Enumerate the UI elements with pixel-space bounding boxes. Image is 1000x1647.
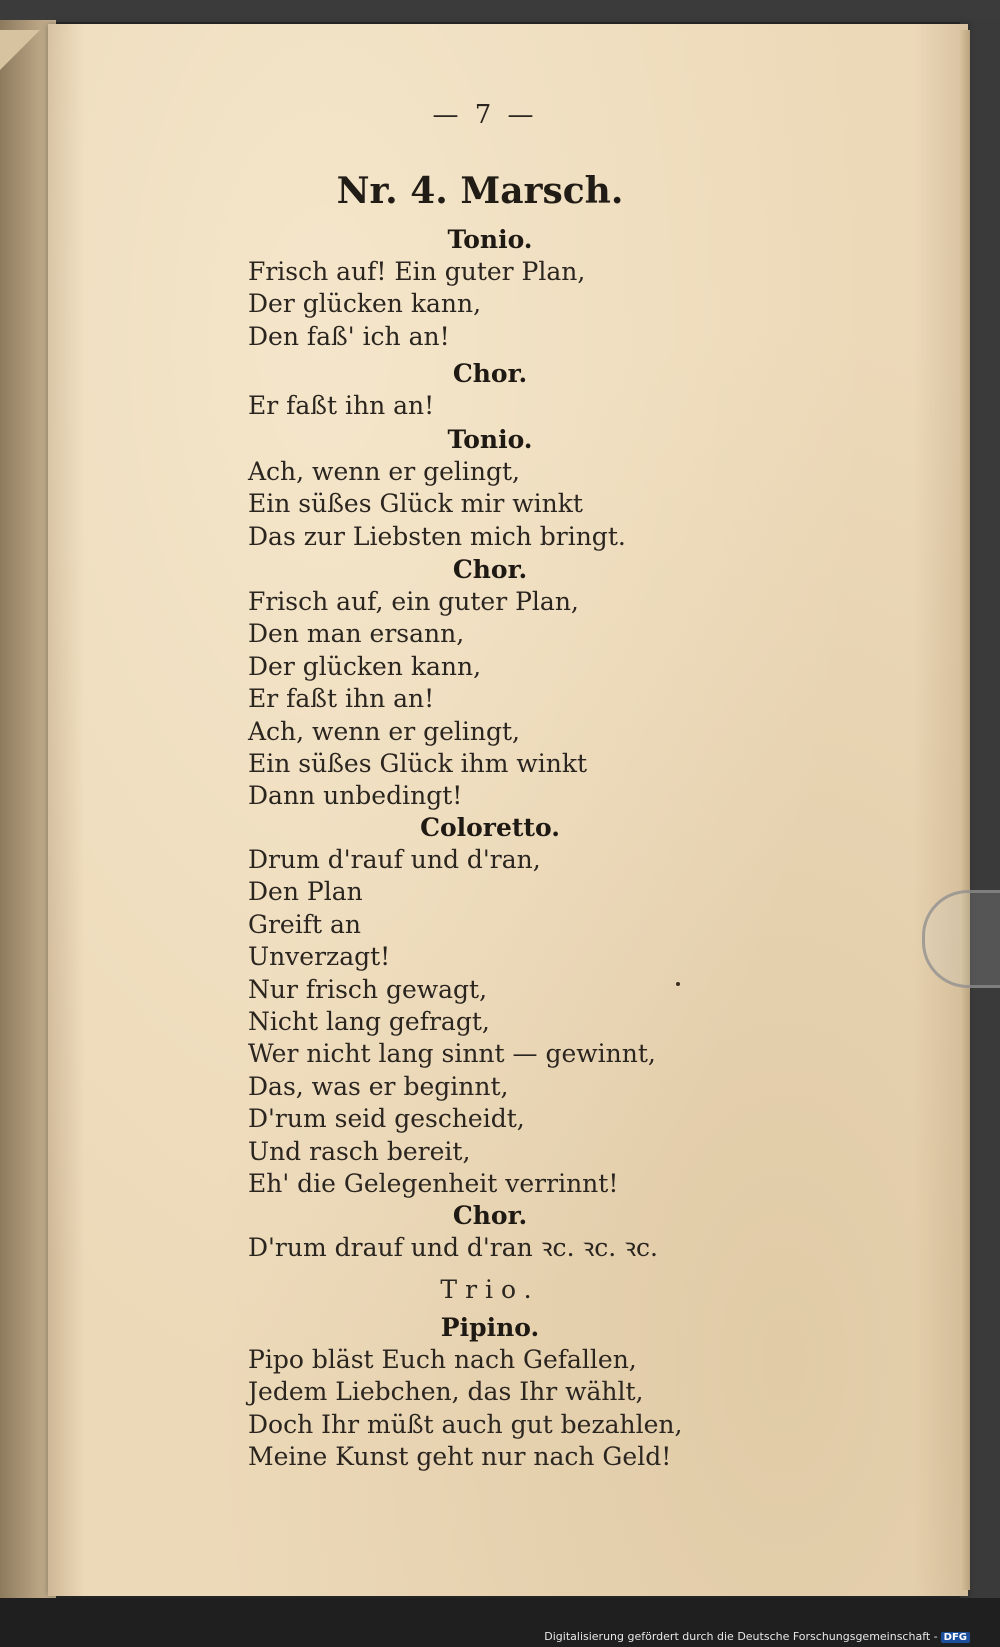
verse-line: Das, was er beginnt, (248, 1071, 509, 1101)
speaker-label: Tonio. (447, 425, 533, 454)
verse-line: Den Plan (248, 877, 363, 907)
verse-line: Pipo bläst Euch nach Gefallen, (248, 1345, 637, 1374)
verse-line: Ach, wenn er gelingt, (248, 716, 520, 746)
digitization-credit (544, 1630, 970, 1643)
verse-line: Eh' die Gelegenheit verrinnt! (248, 1168, 619, 1198)
verse-line: Jedem Liebchen, das Ihr wählt, (248, 1377, 644, 1407)
verse-line: Nur frisch gewagt, (248, 974, 488, 1004)
credit-text: Digitalisierung gefördert durch die Deutsche Forschungsgemeinschaft - (544, 1630, 938, 1643)
page-edge (960, 30, 970, 1590)
verse-line: Unverzagt! (248, 942, 391, 972)
verse-line: Der glücken kann, (248, 651, 482, 681)
speaker-label: Pipino. (440, 1313, 540, 1342)
verse-line: Dann unbedingt! (248, 781, 463, 811)
speaker-label: Chor. (452, 1201, 528, 1230)
verse-line: Frisch auf, ein guter Plan, (248, 587, 579, 616)
page-number: — 7 — (432, 100, 538, 130)
section-pipino (248, 1312, 768, 1474)
trio-heading-block (248, 1272, 768, 1308)
section-tonio-1 (248, 224, 768, 353)
verse-line: Er faßt ihn an! (248, 391, 435, 420)
verse-line: Ein süßes Glück ihm winkt (248, 748, 588, 778)
trio-heading: Trio. (440, 1275, 540, 1304)
verse-line: Nicht lang gefragt, (248, 1006, 490, 1036)
dfg-logo-badge: DFG (941, 1632, 970, 1643)
page-title: Nr. 4. Marsch. (336, 170, 624, 212)
speaker-label: Chor. (452, 359, 528, 388)
speaker-label: Tonio. (447, 225, 533, 254)
verse-line: Drum d'rauf und d'ran, (248, 845, 541, 874)
verse-line: Meine Kunst geht nur nach Geld! (248, 1442, 672, 1472)
verse-line: Den man ersann, (248, 619, 465, 649)
verse-line: Wer nicht lang sinnt — gewinnt, (248, 1039, 656, 1069)
section-coloretto (248, 812, 768, 1200)
verse-line: D'rum drauf und d'ran ꝛc. ꝛc. ꝛc. (248, 1233, 659, 1262)
verse-line: Ach, wenn er gelingt, (248, 457, 520, 486)
speaker-label: Chor. (452, 555, 528, 584)
section-tonio-2 (248, 424, 768, 553)
section-chor-2 (248, 554, 768, 813)
verse-line: Er faßt ihn an! (248, 684, 435, 714)
verse-line: Greift an (248, 909, 361, 939)
section-chor-1 (248, 358, 768, 422)
verse-line: Das zur Liebsten mich bringt. (248, 521, 626, 551)
verse-line: Den faß' ich an! (248, 321, 450, 351)
verse-line: Doch Ihr müßt auch gut bezahlen, (248, 1409, 683, 1439)
verse-line: D'rum seid gescheidt, (248, 1104, 525, 1134)
verse-line: Frisch auf! Ein guter Plan, (248, 257, 586, 286)
verse-line: Der glücken kann, (248, 289, 482, 319)
section-chor-3 (248, 1200, 768, 1264)
verse-line: Und rasch bereit, (248, 1136, 471, 1166)
scan-background-top (0, 0, 1000, 22)
speaker-label: Coloretto. (420, 813, 560, 842)
paper-clip (922, 890, 1000, 988)
page-corner-fold (0, 30, 40, 70)
verse-line: Ein süßes Glück mir winkt (248, 489, 583, 519)
